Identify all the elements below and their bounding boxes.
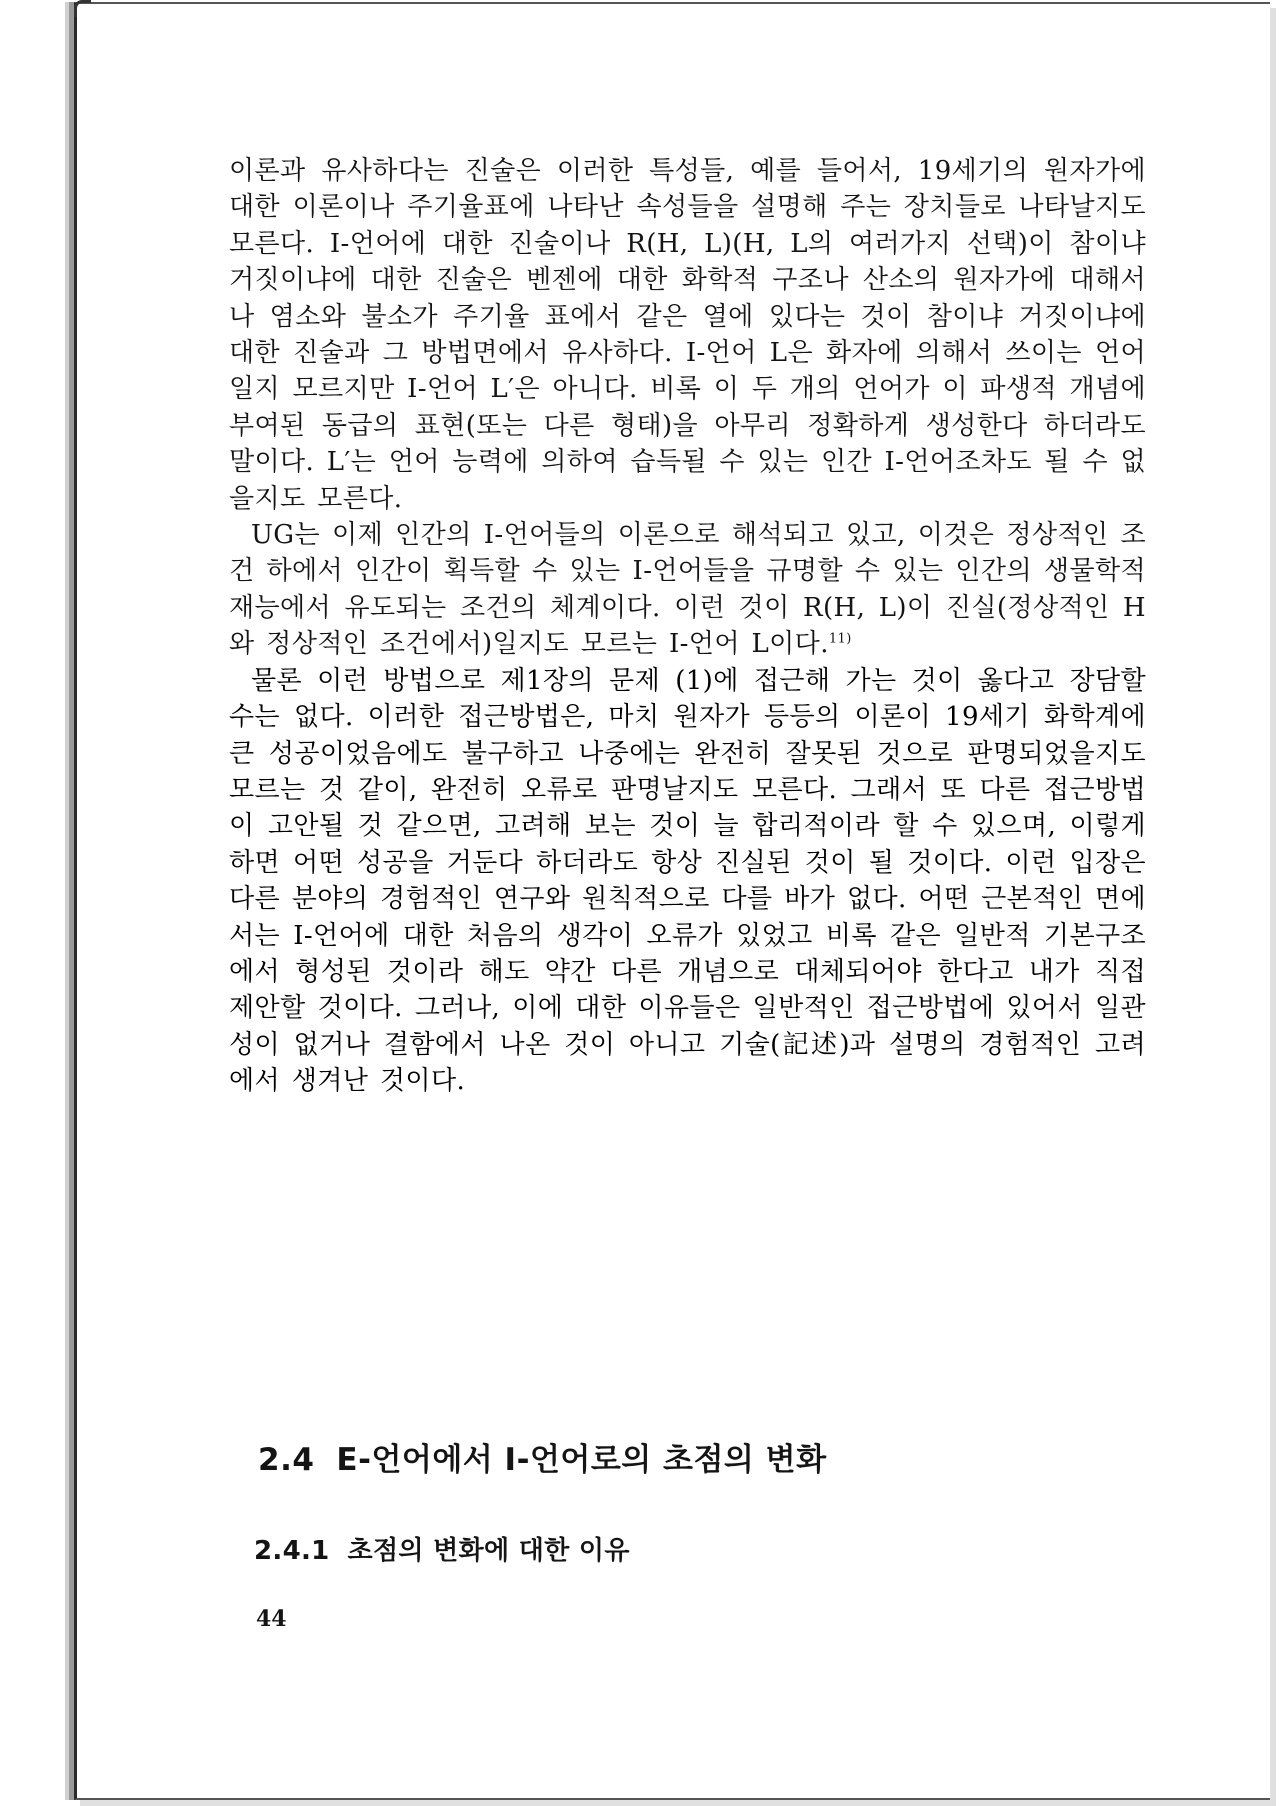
page-corner	[74, 0, 91, 17]
paragraph-1: 이론과 유사하다는 진술은 이러한 특성들, 예를 들어서, 19세기의 원자가에 대한 이론이나 주기율표에 나타난 속성들을 설명해 주는 장치들로 나타날지도 모른다. I-언어에 대한 진술이나 R(H, L)(H, L의 여러가지 선택)이 참이냐 거짓이냐에 대한 진술은 벤젠에 대한 화학적 구조나 산소의 원자가에 대해서나 염소와 불소가 주기율 표에서 같은 열에 있다는 것이 참이냐 거짓이냐에 대한 진술과 그 방법면에서 유사하다. I-언어 L은 화자에 의해서 쓰이는 언어일지 모르지만 I-언어 L′은 아니다. 비록 이 두 개의 언어가 이 파생적 개념에 부여된 동급의 표현(또는 다른 형태)을 아무리 정확하게 생성한다 하더라도 말이다. L′는 언어 능력에 의하여 습득될 수 있는 인간 I-언어조차도 될 수 없을지도 모른다.	[229, 156, 1146, 514]
subsection-heading	[254, 1530, 630, 1567]
page-number: 44	[256, 1606, 287, 1632]
section-number: 2.4	[258, 1442, 315, 1478]
section-heading	[258, 1434, 827, 1479]
paragraph-2	[229, 517, 1146, 663]
section-title: E-언어에서 I-언어로의 초점의 변화	[336, 1442, 827, 1478]
paragraph-3: 물론 이런 방법으로 제1장의 문제 (1)에 접근해 가는 것이 옳다고 장담할 수는 없다. 이러한 접근방법은, 마치 원자가 등등의 이론이 19세기 화학계에 큰 성공이었음에도 불구하고 나중에는 완전히 잘못된 것으로 판명되었을지도 모르는 것 같이, 완전히 오류로 판명날지도 모른다. 그래서 또 다른 접근방법이 고안될 것 같으면, 고려해 보는 것이 늘 합리적이라 할 수 있으며, 이렇게 하면 어떤 성공을 거둔다 하더라도 항상 진실된 것이 될 것이다. 이런 입장은 다른 분야의 경험적인 연구와 원칙적으로 다를 바가 없다. 어떤 근본적인 면에서는 I-언어에 대한 처음의 생각이 오류가 있었고 비록 같은 일반적 기본구조에서 형성된 것이라 해도 약간 다른 개념으로 대체되어야 한다고 내가 직접 제안할 것이다. 그러나, 이에 대한 이유들은 일반적인 접근방법에 있어서 일관성이 없거나 결함에서 나온 것이 아니고 기술(記述)과 설명의 경험적인 고려에서 생겨난 것이다.	[229, 665, 1146, 1097]
paragraph-2-text: UG는 이제 인간의 I-언어들의 이론으로 해석되고 있고, 이것은 정상적인 조건 하에서 인간이 획득할 수 있는 I-언어들을 규명할 수 있는 인간의 생물학적 재능에서 유도되는 조건의 체계이다. 이런 것이 R(H, L)이 진실(정상적인 H와 정상적인 조건에서)일지도 모르는 I-언어 L이다.	[229, 520, 1146, 660]
subsection-title: 초점의 변화에 대한 이유	[347, 1536, 630, 1566]
footnote-marker: 11)	[828, 631, 852, 647]
subsection-number: 2.4.1	[254, 1536, 330, 1566]
body-text	[229, 153, 1146, 1100]
